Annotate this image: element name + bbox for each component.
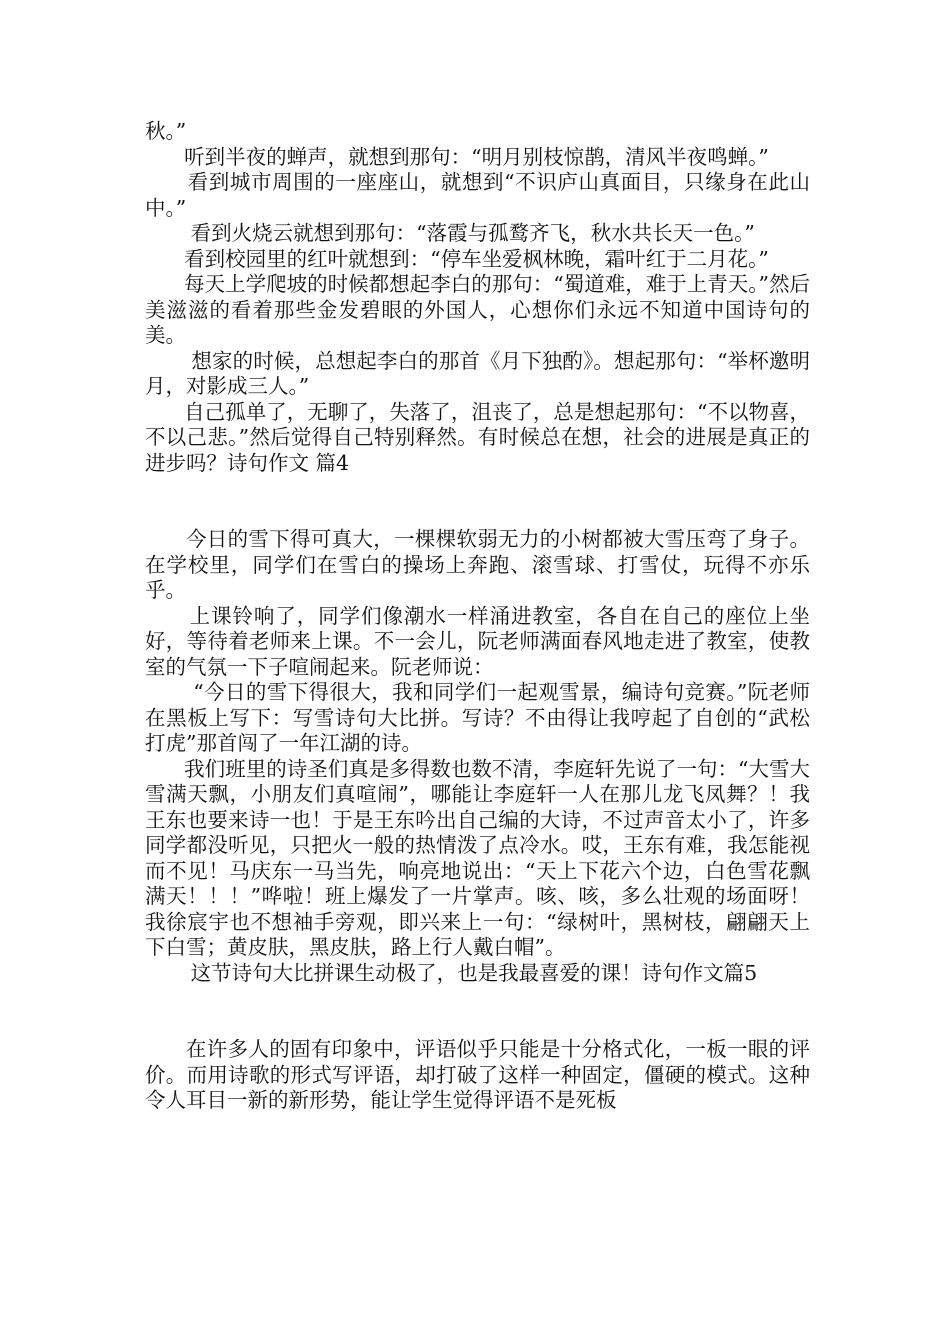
- document-page: [145, 119, 810, 1114]
- paragraph: 今日的雪下得可真大，一棵棵软弱无力的小树都被大雪压弯了身子。在学校里，同学们在雪白的操场上奔跑、滚雪球、打雪仗，玩得不亦乐乎。: [145, 527, 810, 602]
- paragraph: 上课铃响了，同学们像潮水一样涌进教室，各自在自己的座位上坐好，等待着老师来上课。不一会儿，阮老师满面春风地走进了教室，使教室的气氛一下子喧闹起来。阮老师说：: [145, 603, 810, 679]
- paragraph: 每天上学爬坡的时候都想起李白的那句：“蜀道难，难于上青天。”然后美滋滋的看着那些金发碧眼的外国人，心想你们永远不知道中国诗句的美。: [145, 272, 810, 347]
- paragraph: 看到城市周围的一座座山，就想到“不识庐山真面目，只缘身在此山中。”: [145, 170, 810, 220]
- paragraph: “今日的雪下得很大，我和同学们一起观雪景，编诗句竞赛。”阮老师在黑板上写下：写雪诗句大比拼。写诗？不由得让我哼起了自创的“武松打虎”那首闯了一年江湖的诗。: [145, 680, 810, 755]
- paragraph: 我们班里的诗圣们真是多得数也数不清，李庭轩先说了一句：“大雪大雪满天飘，小朋友们真喧闹”，哪能让李庭轩一人在那儿龙飞凤舞？！我王东也要来诗一也！于是王东吟出自己编的大诗，不过声音太小了，许多同学都没听见，只把火一般的热情泼了点冷水。哎，王东有难，我怎能视而不见！马庆东一马当先，响亮地说出：“天上下花六个边，白色雪花飘满天！！！”哗啦！班上爆发了一片掌声。咳、咳，多么壮观的场面呀！我徐宸宇也不想袖手旁观，即兴来上一句：“绿树叶，黑树枝，翩翩天上下白雪；黄皮肤，黑皮肤，路上行人戴白帽”。: [145, 756, 810, 959]
- paragraph: 这节诗句大比拼课生动极了，也是我最喜爱的课！诗句作文篇5: [145, 960, 758, 985]
- paragraph: 在许多人的固有印象中，评语似乎只能是十分格式化，一板一眼的评价。而用诗歌的形式写评语，却打破了这样一种固定，僵硬的模式。这种令人耳目一新的新形势，能让学生觉得评语不是死板: [145, 1037, 810, 1112]
- paragraph: 看到校园里的红叶就想到：“停车坐爱枫林晚，霜叶红于二月花。”: [145, 246, 769, 271]
- paragraph: 想家的时候，总想起李白的那首《月下独酌》。想起那句：“举杯邀明月，对影成三人。”: [145, 348, 810, 398]
- paragraph: 秋。”: [145, 119, 187, 143]
- paragraph: 听到半夜的蝉声，就想到那句：“明月别枝惊鹊，清风半夜鸣蝉。”: [145, 144, 769, 169]
- paragraph-spacer: [145, 476, 810, 527]
- paragraph-spacer: [145, 986, 810, 1037]
- paragraph: 看到火烧云就想到那句：“落霞与孤鹜齐飞，秋水共长天一色。”: [145, 221, 755, 245]
- paragraph: 自己孤单了，无聊了，失落了，沮丧了，总是想起那句：“不以物喜，不以己悲。”然后觉得自己特别释然。有时候总在想，社会的进展是真正的进步吗？诗句作文 篇4: [145, 399, 810, 475]
